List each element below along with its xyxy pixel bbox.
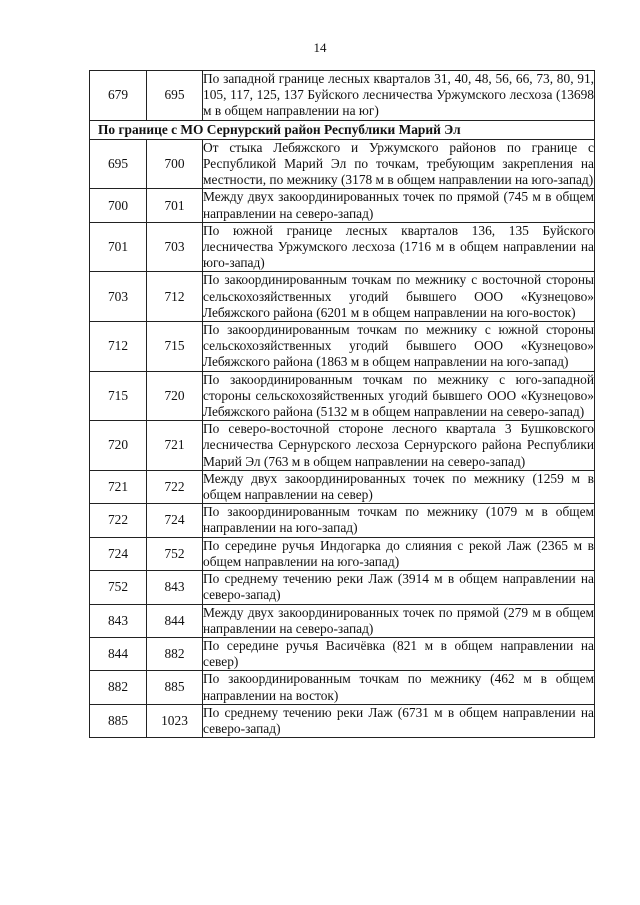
- point-to: 843: [147, 571, 203, 604]
- point-from: 703: [90, 272, 147, 322]
- point-to: 701: [147, 189, 203, 222]
- point-from: 695: [90, 139, 147, 189]
- point-from: 679: [90, 71, 147, 121]
- point-to: 724: [147, 504, 203, 537]
- boundary-description: По закоординированным точкам по межнику (1079 м в общем направлении на юго-запад): [203, 504, 594, 536]
- table-row: [90, 322, 595, 372]
- table-row: [90, 421, 595, 471]
- table-row: [90, 537, 595, 570]
- point-to: 722: [147, 470, 203, 503]
- table-row: [90, 371, 595, 421]
- point-from: 844: [90, 637, 147, 670]
- boundary-description: По закоординированным точкам по межнику (462 м в общем направлении на восток): [203, 671, 594, 703]
- point-from: 722: [90, 504, 147, 537]
- table-row: [90, 571, 595, 604]
- boundary-description: По южной границе лесных кварталов 136, 135 Буйского лесничества Уржумского лесхоза (1716 м в общем направлении на юго-запад): [203, 222, 594, 271]
- point-to: 703: [147, 222, 203, 272]
- boundary-table: [89, 70, 595, 738]
- table-row: [90, 504, 595, 537]
- boundary-description: По среднему течению реки Лаж (3914 м в общем направлении на северо-запад): [203, 571, 594, 603]
- table-row: [90, 604, 595, 637]
- section-row: [90, 120, 595, 139]
- boundary-description: По закоординированным точкам по межнику с юго-западной стороны сельскохозяйственных угодий бывшего ООО «Кузнецово» Лебяжского района (5132 м в общем направлении на северо-запад): [203, 371, 594, 420]
- boundary-description: От стыка Лебяжского и Уржумского районов по границе с Республикой Марий Эл по точкам, требующим закрепления на местности, по межнику (3178 м в общем направлении на юго-запад): [203, 139, 594, 188]
- boundary-description: По середине ручья Индогарка до слияния с рекой Лаж (2365 м в общем направлении на юго-запад): [203, 537, 594, 569]
- boundary-description: По среднему течению реки Лаж (6731 м в общем направлении на северо-запад): [203, 704, 594, 736]
- point-to: 715: [147, 322, 203, 372]
- page-number: 14: [313, 40, 327, 55]
- point-from: 720: [90, 421, 147, 471]
- point-from: 885: [90, 704, 147, 737]
- point-to: 720: [147, 371, 203, 421]
- boundary-description: Между двух закоординированных точек по прямой (745 м в общем направлении на северо-запад): [203, 189, 594, 221]
- table-row: [90, 272, 595, 322]
- point-to: 885: [147, 671, 203, 704]
- table-body: [90, 71, 595, 738]
- point-to: 712: [147, 272, 203, 322]
- boundary-description: По закоординированным точкам по межнику с восточной стороны сельскохозяйственных угодий бывшего ООО «Кузнецово» Лебяжского района (6201 м в общем направлении на юго-восток): [203, 272, 594, 320]
- table-row: [90, 637, 595, 670]
- point-from: 715: [90, 371, 147, 421]
- point-from: 721: [90, 470, 147, 503]
- point-from: 700: [90, 189, 147, 222]
- boundary-description: По середине ручья Васичёвка (821 м в общем направлении на север): [203, 637, 594, 670]
- table-row: [90, 222, 595, 272]
- table-row: [90, 470, 595, 503]
- table-row: [90, 671, 595, 704]
- boundary-description: Между двух закоординированных точек по прямой (279 м в общем направлении на северо-запад): [203, 604, 594, 636]
- point-to: 844: [147, 604, 203, 637]
- point-to: 695: [147, 71, 203, 121]
- table-row: [90, 704, 595, 737]
- point-from: 882: [90, 671, 147, 704]
- table-row: [90, 189, 595, 222]
- point-to: 1023: [147, 704, 203, 737]
- boundary-description: По западной границе лесных кварталов 31, 40, 48, 56, 66, 73, 80, 91, 105, 117, 125, 137 Буйского лесничества Уржумского лесхоза (13698 м в общем направлении на юг): [203, 71, 594, 119]
- point-to: 721: [147, 421, 203, 471]
- point-from: 712: [90, 322, 147, 372]
- point-from: 724: [90, 537, 147, 570]
- section-title: По границе с МО Сернурский район Республики Марий Эл: [90, 120, 595, 139]
- boundary-description: По закоординированным точкам по межнику с южной стороны сельскохозяйственных угодий бывшего ООО «Кузнецово» Лебяжского района (1863 м в общем направлении на юго-запад): [203, 322, 594, 370]
- point-from: 701: [90, 222, 147, 272]
- boundary-description: Между двух закоординированных точек по межнику (1259 м в общем направлении на север): [203, 470, 594, 503]
- point-from: 752: [90, 571, 147, 604]
- point-from: 843: [90, 604, 147, 637]
- point-to: 752: [147, 537, 203, 570]
- table-row: [90, 139, 595, 189]
- point-to: 700: [147, 139, 203, 189]
- point-to: 882: [147, 637, 203, 670]
- table-row: [90, 71, 595, 121]
- boundary-description: По северо-восточной стороне лесного квартала 3 Бушковского лесничества Сернурского лесхоза Сернурского района Республики Марий Эл (763 м в общем направлении на северо-запад): [203, 421, 594, 469]
